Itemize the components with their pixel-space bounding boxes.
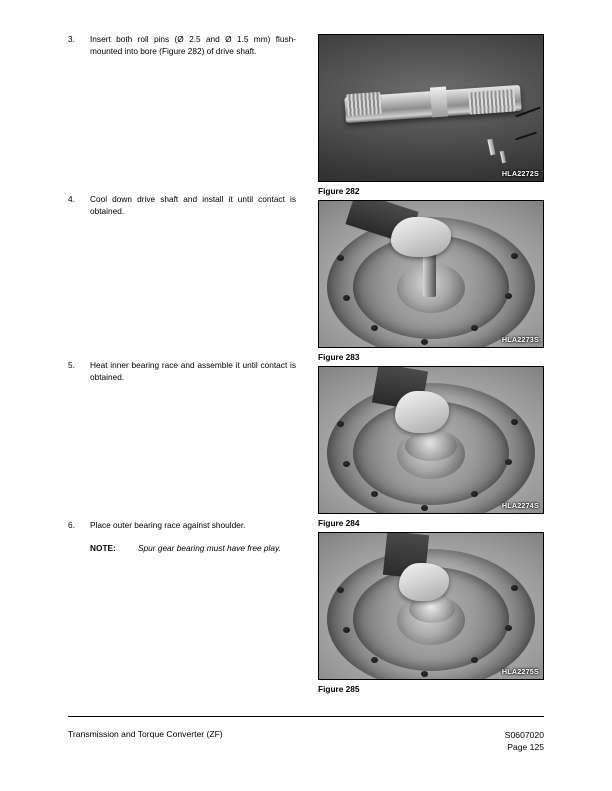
- step-text: Cool down drive shaft and install it until contact is obtained.: [90, 194, 296, 216]
- step-body: [90, 194, 296, 217]
- operator-hand: [395, 391, 449, 433]
- step-number: 5.: [68, 360, 75, 370]
- photo-shaft-install: [319, 201, 543, 347]
- figure-code: HLA2272S: [501, 169, 539, 178]
- footer-doc-number: S0607020: [504, 730, 544, 740]
- housing-bolt: [421, 339, 428, 345]
- shaft-collar: [430, 86, 448, 117]
- step-body: [90, 520, 296, 554]
- inner-bearing-race: [405, 431, 457, 461]
- housing-bolt: [421, 505, 428, 511]
- roll-pin-small: [500, 151, 506, 164]
- housing-bolt: [421, 671, 428, 677]
- step-text: Place outer bearing race against shoulder.: [90, 520, 246, 530]
- photo-outer-race: [319, 533, 543, 679]
- figure-block: [318, 34, 544, 196]
- housing-bolt: [337, 255, 344, 261]
- figure-block: [318, 532, 544, 694]
- step-item: [68, 34, 296, 57]
- figure-code: HLA2273S: [501, 335, 539, 344]
- footer-page-info: [505, 729, 544, 753]
- housing-bolt: [505, 293, 512, 299]
- figure-caption: Figure 283: [318, 352, 360, 362]
- housing-bolt: [505, 459, 512, 465]
- figure-caption: Figure 284: [318, 518, 360, 528]
- step-body: [90, 34, 296, 57]
- step-number: 3.: [68, 34, 75, 44]
- figure-image: [318, 366, 544, 514]
- housing-bolt: [337, 587, 344, 593]
- note-block: [90, 543, 296, 555]
- housing-bolt: [511, 419, 518, 425]
- roll-pin-large: [487, 139, 495, 156]
- housing-bolt: [343, 627, 350, 633]
- housing-bolt: [505, 625, 512, 631]
- figure-code: HLA2274S: [501, 501, 539, 510]
- housing-bolt: [371, 491, 378, 497]
- step-item: [68, 194, 296, 217]
- housing-bolt: [337, 421, 344, 427]
- housing-bolt: [371, 325, 378, 331]
- figure-image: [318, 200, 544, 348]
- operator-hand: [391, 217, 451, 257]
- step-item: [68, 360, 296, 383]
- note-text: Spur gear bearing must have free play.: [138, 542, 281, 553]
- step-body: [90, 360, 296, 383]
- footer-page-number: Page 125: [507, 742, 544, 752]
- operator-hand: [399, 563, 449, 601]
- step-number: 4.: [68, 194, 75, 204]
- footer-section-title: Transmission and Torque Converter (ZF): [68, 729, 223, 739]
- figure-image: [318, 532, 544, 680]
- figure-block: [318, 200, 544, 362]
- step-number: 6.: [68, 520, 75, 530]
- housing-bolt: [471, 491, 478, 497]
- housing-bolt: [343, 461, 350, 467]
- housing-bolt: [471, 325, 478, 331]
- housing-bolt: [471, 657, 478, 663]
- photo-drive-shaft: [319, 35, 543, 181]
- figure-caption: Figure 282: [318, 186, 360, 196]
- figure-block: [318, 366, 544, 528]
- housing-bolt: [511, 585, 518, 591]
- housing-bolt: [371, 657, 378, 663]
- step-text: Heat inner bearing race and assemble it until contact is obtained.: [90, 360, 296, 382]
- housing-bolt: [511, 253, 518, 259]
- figure-caption: Figure 285: [318, 684, 360, 694]
- footer-divider: [68, 716, 544, 717]
- step-text: Insert both roll pins (Ø 2.5 and Ø 1.5 mm) flush-mounted into bore (Figure 282) of drive shaft.: [90, 34, 296, 56]
- housing-bolt: [343, 295, 350, 301]
- shaft-spline-left: [346, 92, 381, 116]
- note-label: NOTE:: [90, 542, 116, 553]
- figure-code: HLA2275S: [501, 667, 539, 676]
- photo-inner-race: [319, 367, 543, 513]
- pointer-line-lower: [515, 132, 537, 141]
- figure-image: [318, 34, 544, 182]
- step-item: [68, 520, 296, 554]
- shaft-spline-right: [468, 89, 515, 114]
